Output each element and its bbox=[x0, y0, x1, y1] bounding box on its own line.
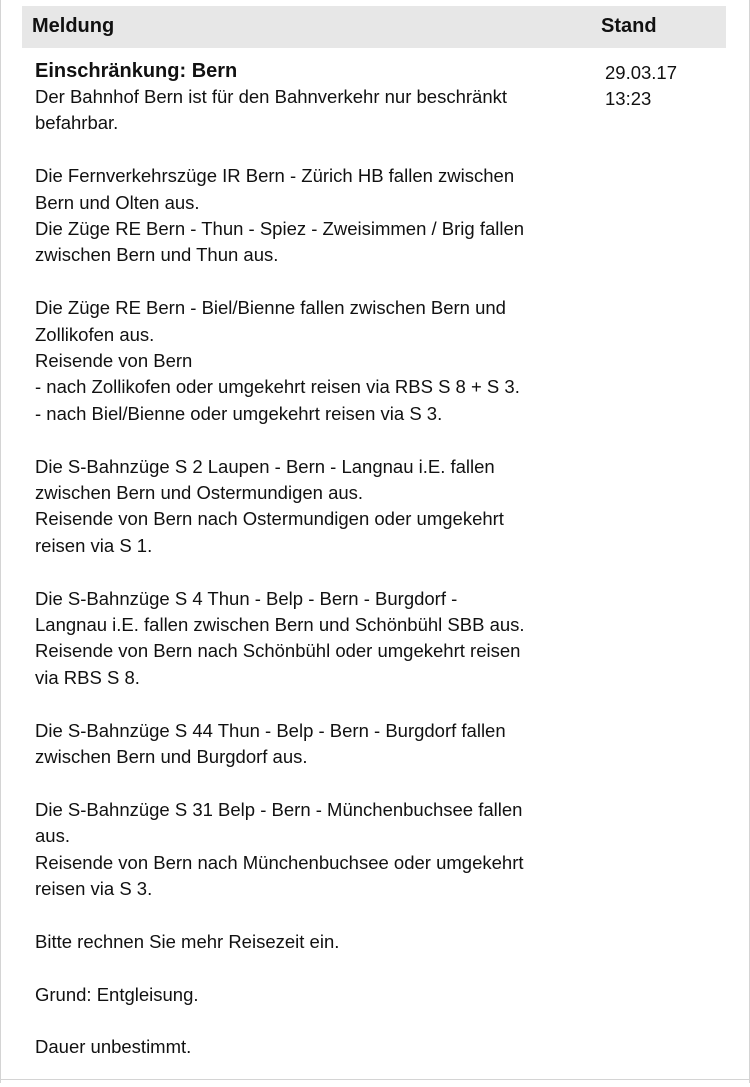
column-header-stand: Stand bbox=[601, 15, 657, 37]
message-paragraph: Die S-Bahnzüge S 4 Thun - Belp - Bern - Burgdorf - Langnau i.E. fallen zwischen Bern und Schönbühl SBB aus. Reisende von Bern nach Schönbühl oder umgekehrt reisen via RBS S 8. bbox=[35, 587, 525, 688]
message-paragraph: Die S-Bahnzüge S 44 Thun - Belp - Bern - Burgdorf fallen zwischen Bern und Burgdorf aus. bbox=[35, 719, 506, 768]
message-cell bbox=[35, 58, 595, 1087]
message-paragraph: Die S-Bahnzüge S 2 Laupen - Bern - Langnau i.E. fallen zwischen Bern und Ostermundigen aus. Reisende von Bern nach Ostermundigen oder umgekehrt reisen via S 1. bbox=[35, 455, 504, 556]
column-header-meldung: Meldung bbox=[32, 15, 115, 37]
message-paragraph: Die S-Bahnzüge S 31 Belp - Bern - Münchenbuchsee fallen aus. Reisende von Bern nach Münchenbuchsee oder umgekehrt reisen via S 3. bbox=[35, 798, 524, 900]
stand-date: 29.03.17 bbox=[605, 62, 678, 83]
table-header bbox=[22, 6, 726, 48]
message-paragraph: Die Fernverkehrszüge IR Bern - Zürich HB fallen zwischen Bern und Olten aus. Die Züge RE Bern - Thun - Spiez - Zweisimmen / Brig fallen zwischen Bern und Thun aus. bbox=[35, 165, 525, 266]
stand-time: 13:23 bbox=[605, 88, 652, 109]
table-bottom-border bbox=[1, 1079, 750, 1080]
message-paragraph: Dauer unbestimmt. bbox=[35, 1036, 192, 1058]
message-paragraph: Grund: Entgleisung. bbox=[35, 983, 199, 1005]
message-title: Einschränkung: Bern bbox=[35, 60, 238, 82]
stand-cell bbox=[605, 60, 677, 112]
message-paragraph: Bitte rechnen Sie mehr Reisezeit ein. bbox=[35, 930, 340, 952]
message-paragraph: Der Bahnhof Bern ist für den Bahnverkehr nur beschränkt befahrbar. bbox=[35, 86, 508, 134]
message-paragraph: Die Züge RE Bern - Biel/Bienne fallen zwischen Bern und Zollikofen aus. Reisende von Bern - nach Zollikofen oder umgekehrt reisen via RBS S 8 + S 3. - nach Biel/Bienne oder umgekehrt reisen via S 3. bbox=[35, 297, 520, 424]
